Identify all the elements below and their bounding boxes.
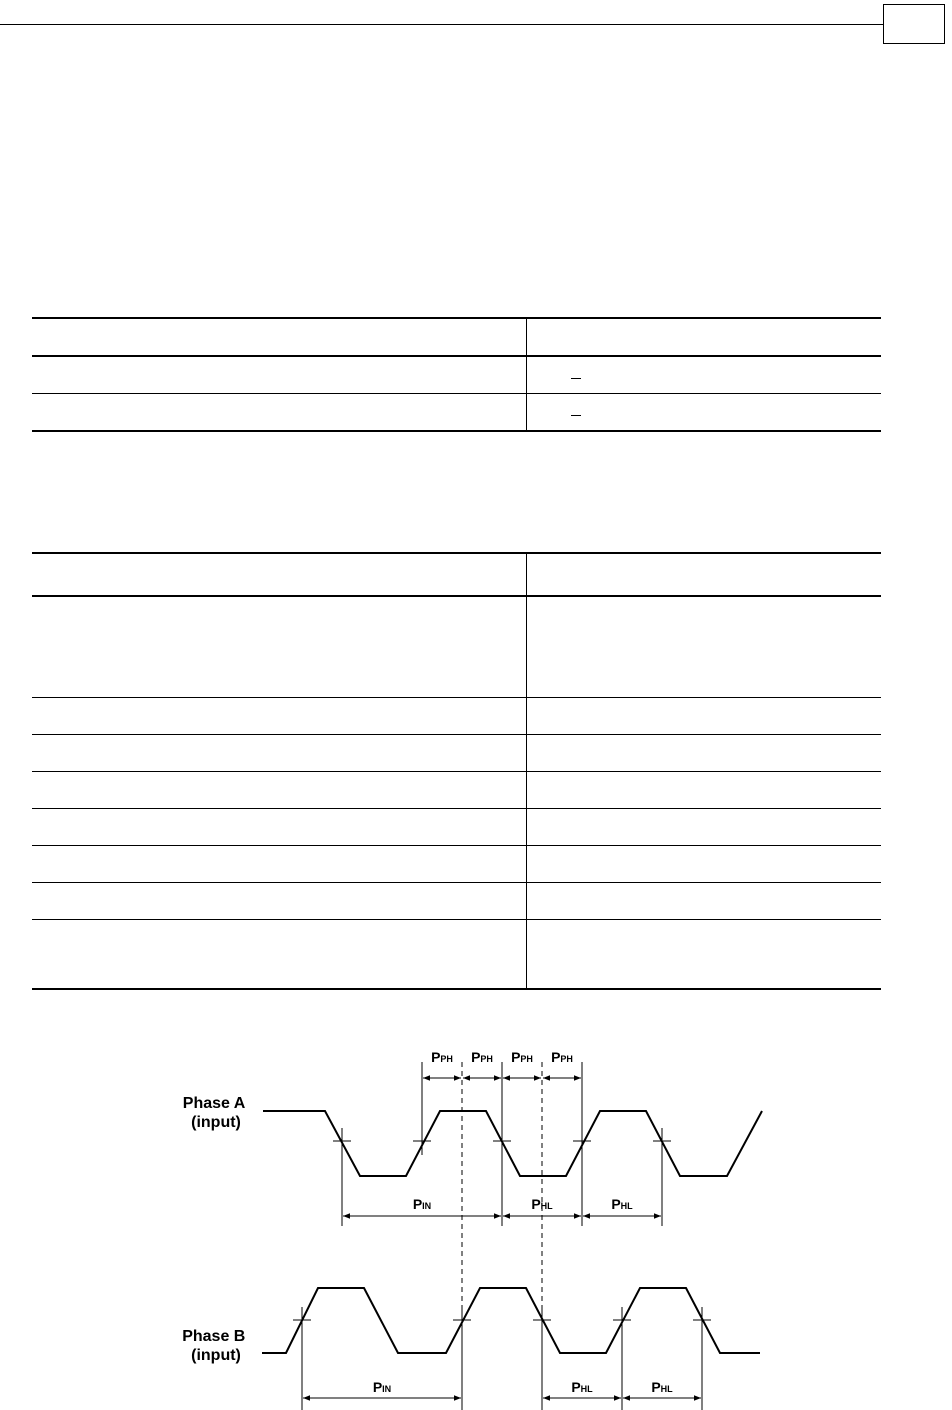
table-cell <box>527 735 882 772</box>
table-cell <box>527 772 882 809</box>
table-cell <box>32 596 527 698</box>
spec-table-2 <box>32 552 881 990</box>
phl-label: PHL <box>611 1196 633 1212</box>
table-cell <box>32 920 527 990</box>
phase-b-label <box>182 1328 250 1364</box>
page-number-box <box>883 4 945 44</box>
table-cell <box>527 883 882 920</box>
spec-table-1 <box>32 317 881 432</box>
table-header-cell <box>527 318 882 356</box>
phl-label: PHL <box>651 1379 673 1395</box>
table-cell <box>32 883 527 920</box>
extension-lines <box>302 1062 702 1410</box>
header-rule <box>0 24 883 25</box>
table-cell <box>527 846 882 883</box>
table-cell <box>32 846 527 883</box>
table-row <box>32 920 881 990</box>
table-cell <box>32 809 527 846</box>
table-header-cell <box>32 318 527 356</box>
table-cell <box>527 596 882 698</box>
table-cell <box>32 772 527 809</box>
table-cell <box>527 356 882 394</box>
table-row <box>32 809 881 846</box>
pph-label: PPH <box>551 1049 573 1065</box>
table-cell <box>32 356 527 394</box>
pph-label: PPH <box>431 1049 453 1065</box>
table-row <box>32 846 881 883</box>
pin-label: PIN <box>372 1379 392 1395</box>
phase-b-waveform <box>262 1288 760 1353</box>
table-cell <box>527 920 882 990</box>
table-row <box>32 772 881 809</box>
pin-label: PIN <box>412 1196 432 1212</box>
table-header-row <box>32 553 881 596</box>
table-cell <box>527 698 882 735</box>
table-cell <box>527 809 882 846</box>
table-cell <box>527 394 882 432</box>
phl-label: PHL <box>571 1379 593 1395</box>
phase-b-label-line2: (input) <box>191 1347 241 1364</box>
table-row <box>32 356 881 394</box>
table-cell <box>32 394 527 432</box>
table-row <box>32 883 881 920</box>
table-header-cell <box>527 553 882 596</box>
table-row <box>32 698 881 735</box>
table-header-row <box>32 318 881 356</box>
phase-b-label-line1: Phase B <box>182 1328 246 1345</box>
phase-a-waveform <box>263 1111 762 1176</box>
table-row <box>32 596 881 698</box>
pph-label: PPH <box>511 1049 533 1065</box>
table-row <box>32 394 881 432</box>
pph-label: PPH <box>471 1049 493 1065</box>
phase-a-label <box>183 1095 249 1131</box>
table-cell <box>32 698 527 735</box>
phl-label: PHL <box>531 1196 553 1212</box>
phase-b-dimension-labels <box>373 1379 673 1395</box>
phase-a-label-line1: Phase A <box>182 1095 245 1112</box>
underline-mark <box>571 378 581 379</box>
table-cell <box>32 735 527 772</box>
underline-mark <box>571 415 581 416</box>
table-row <box>32 735 881 772</box>
timing-diagram <box>0 1000 952 1410</box>
phase-a-dimension-labels <box>413 1196 633 1212</box>
table-header-cell <box>32 553 527 596</box>
phase-a-label-line2: (input) <box>191 1114 241 1131</box>
